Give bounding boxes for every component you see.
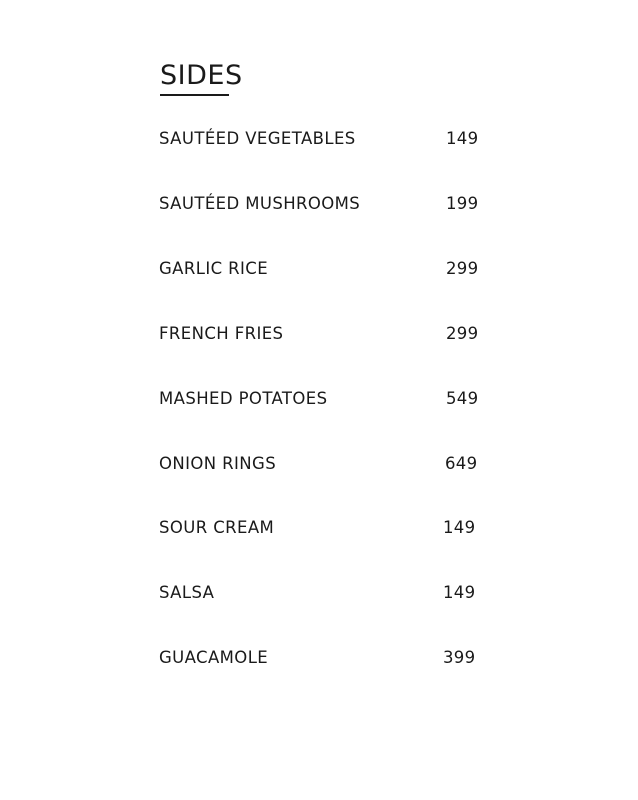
item-name: SAUTÉED VEGETABLES — [159, 129, 356, 148]
menu-item — [0, 516, 638, 540]
item-price: 299 — [446, 324, 479, 343]
section-title: SIDES — [160, 60, 243, 91]
item-price: 149 — [446, 129, 479, 148]
item-price: 149 — [443, 518, 476, 537]
item-name: FRENCH FRIES — [159, 324, 284, 343]
menu-item — [0, 581, 638, 605]
menu-item — [0, 646, 638, 670]
item-name: SOUR CREAM — [159, 518, 275, 537]
item-price: 149 — [443, 583, 476, 602]
item-price: 399 — [443, 648, 476, 667]
item-name: SALSA — [159, 583, 215, 602]
menu-item — [0, 192, 638, 216]
item-price: 649 — [445, 454, 478, 473]
item-name: MASHED POTATOES — [159, 389, 328, 408]
item-name: GARLIC RICE — [159, 259, 269, 278]
title-underline — [160, 94, 229, 96]
item-price: 549 — [446, 389, 479, 408]
menu-item — [0, 387, 638, 411]
item-name: ONION RINGS — [159, 454, 277, 473]
item-price: 199 — [446, 194, 479, 213]
item-name: SAUTÉED MUSHROOMS — [159, 194, 361, 213]
menu-item — [0, 127, 638, 151]
menu-item — [0, 257, 638, 281]
item-name: GUACAMOLE — [159, 648, 269, 667]
item-price: 299 — [446, 259, 479, 278]
menu-item — [0, 452, 638, 476]
menu-item — [0, 322, 638, 346]
